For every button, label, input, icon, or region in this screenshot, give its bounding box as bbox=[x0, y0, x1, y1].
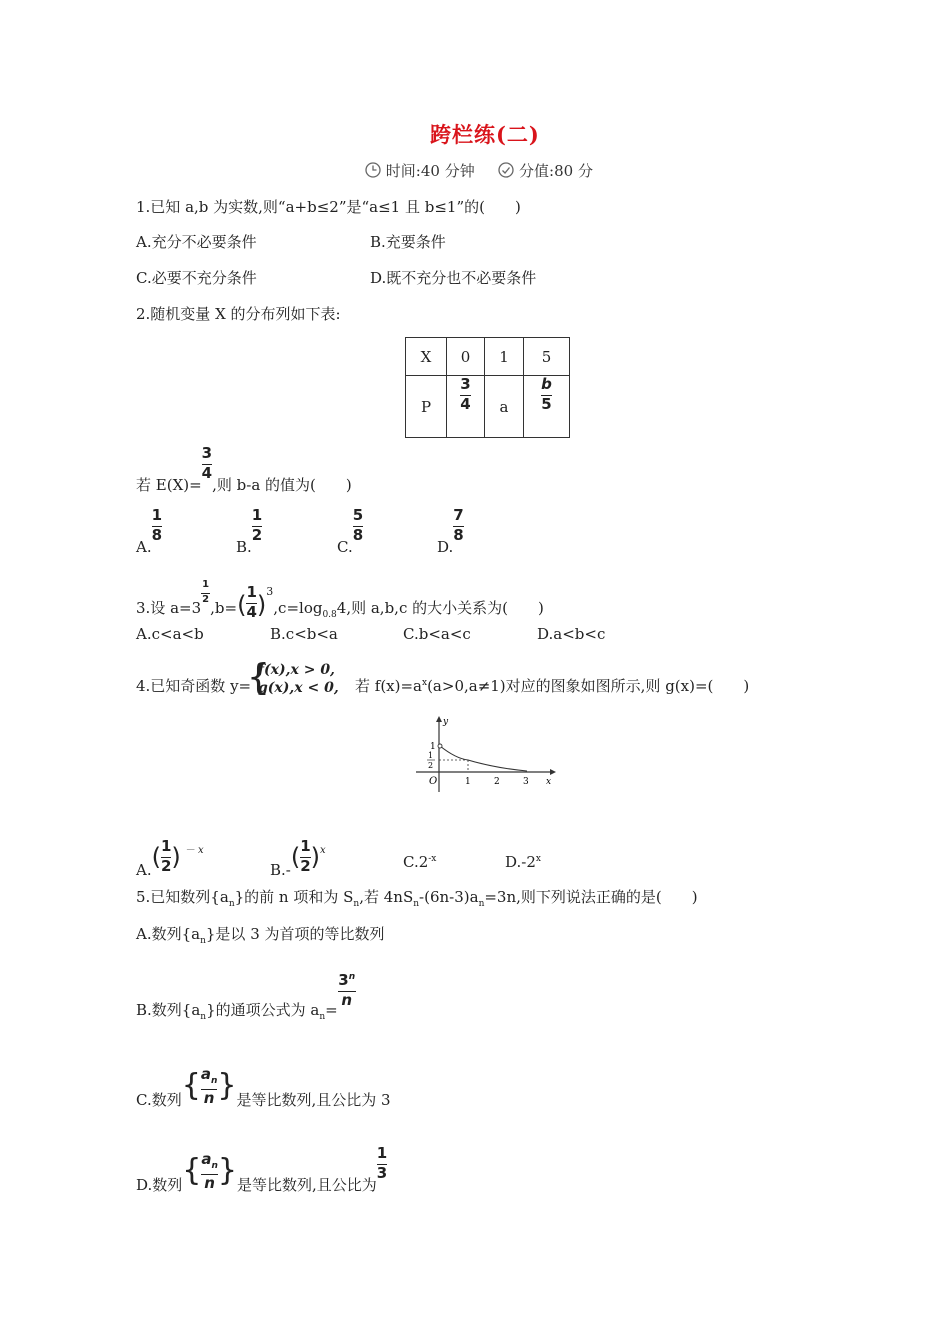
x-tick-3: 3 bbox=[523, 777, 529, 787]
q1-option-c[interactable]: C.必要不充分条件 bbox=[136, 269, 257, 287]
meta-row bbox=[365, 162, 593, 179]
table-header-x: X bbox=[406, 338, 447, 376]
exponential-graph bbox=[410, 714, 560, 794]
table-header-p: P bbox=[406, 376, 447, 438]
fraction: $\frac{1}{2}$ bbox=[251, 506, 263, 544]
y-tick-half-den: 2 bbox=[428, 761, 434, 770]
piecewise-brace: { bbox=[247, 657, 270, 698]
fraction: $\frac{3^n}{n}$ bbox=[338, 971, 356, 1009]
fraction: $\frac{3}{4}$ bbox=[460, 374, 471, 413]
y-axis-arrow bbox=[436, 716, 442, 722]
fraction: $\frac{a_n}{n}$ bbox=[201, 1150, 218, 1192]
q2-option-a[interactable]: A. $\frac{1}{8}$ bbox=[136, 506, 163, 556]
y-tick-half-num: 1 bbox=[428, 751, 434, 760]
q4-option-a[interactable]: A.( $\frac{1}{2}$ ) $^{- x}$ bbox=[136, 837, 204, 879]
table-cell bbox=[524, 376, 570, 438]
open-point bbox=[438, 744, 442, 748]
q5-option-c[interactable]: C.数列{ $\frac{a_n}{n}$ }是等比数列,且公比为 3 bbox=[136, 1065, 391, 1109]
q4-condition: 若 $f(x)=a^x(a>0,a\ne 1)$对应的图象如图所示,则 g(x)=( ) bbox=[355, 677, 750, 695]
table-cell bbox=[447, 376, 485, 438]
x-tick-1: 1 bbox=[465, 777, 471, 787]
q3-option-a[interactable]: A.c<a<b bbox=[136, 625, 204, 643]
fraction: $\frac{b}{5}$ bbox=[541, 374, 552, 413]
fraction: $\frac{1}{2}$ bbox=[202, 579, 210, 605]
time-label: 时间:40 分钟 bbox=[385, 162, 475, 180]
q4-stem: 4.已知奇函数 y= bbox=[136, 677, 252, 695]
fraction: $\frac{a_n}{n}$ bbox=[200, 1065, 218, 1107]
q1-option-b[interactable]: B.充要条件 bbox=[370, 233, 446, 251]
fraction: $\frac{1}{4}$ bbox=[246, 583, 257, 621]
q2-condition: 若 E(X)= $\frac{3}{4}$ ,则 b-a 的值为( ) bbox=[136, 444, 352, 494]
q3-option-c[interactable]: C.b<a<c bbox=[403, 625, 471, 643]
q5-stem: 5.已知数列$\{a_n\}$的前 n 项和为 $S_n$,若 $4nS_n-(6n-3)a_n=3n$,则下列说法正确的是( ) bbox=[136, 888, 698, 909]
y-tick-1: 1 bbox=[430, 742, 436, 752]
x-tick-2: 2 bbox=[494, 777, 500, 787]
q2-option-c[interactable]: C. $\frac{5}{8}$ bbox=[337, 506, 364, 556]
table-cell: 1 bbox=[485, 338, 524, 376]
q2-option-b[interactable]: B. $\frac{1}{2}$ bbox=[236, 506, 263, 556]
fraction: $\frac{1}{2}$ bbox=[160, 837, 172, 875]
q3-stem: 3.设 a=3 $\frac{1}{2}$ ,b=( $\frac{1}{4}$ )$^3,c=\log_{0.8}4$,则 a,b,c 的大小关系为( ) bbox=[136, 579, 544, 621]
curve-line bbox=[440, 746, 527, 771]
page-title: 跨栏练(二) bbox=[430, 122, 540, 147]
q4-option-c[interactable]: $C.2^{-x}$ bbox=[403, 853, 437, 871]
q1-option-d[interactable]: D.既不充分也不必要条件 bbox=[370, 269, 537, 287]
fraction: $\frac{1}{8}$ bbox=[151, 506, 163, 544]
x-axis-arrow bbox=[550, 769, 556, 775]
distribution-table bbox=[405, 337, 570, 438]
fraction: $\frac{5}{8}$ bbox=[352, 506, 364, 544]
q5-option-d[interactable]: D.数列{ $\frac{a_n}{n}$ }是等比数列,且公比为 $\frac{1}{3}$ bbox=[136, 1144, 388, 1194]
clock-icon bbox=[365, 162, 381, 178]
check-circle-icon bbox=[498, 162, 514, 178]
q1-option-a[interactable]: A.充分不必要条件 bbox=[136, 233, 257, 251]
table-cell: 0 bbox=[447, 338, 485, 376]
q1-stem: 1.已知 a,b 为实数,则“a+b≤2”是“a≤1 且 b≤1”的( ) bbox=[136, 198, 521, 216]
q2-option-d[interactable]: D. $\frac{7}{8}$ bbox=[437, 506, 464, 556]
fraction: $\frac{1}{2}$ bbox=[300, 837, 311, 875]
fraction: $\frac{1}{3}$ bbox=[376, 1144, 388, 1182]
q4-option-d[interactable]: D.-2$^x$ bbox=[505, 853, 541, 871]
q5-option-a[interactable]: A.数列$\{a_n\}$是以 3 为首项的等比数列 bbox=[136, 925, 385, 946]
y-axis-label: y bbox=[443, 717, 449, 727]
origin-label: O bbox=[429, 776, 438, 787]
x-axis-label: x bbox=[546, 777, 552, 787]
fraction: $\frac{3}{4}$ bbox=[201, 444, 213, 482]
q2-stem: 2.随机变量 X 的分布列如下表: bbox=[136, 305, 341, 323]
table-cell: 5 bbox=[524, 338, 570, 376]
fraction: $\frac{7}{8}$ bbox=[453, 506, 464, 544]
q3-option-b[interactable]: B.c<b<a bbox=[270, 625, 338, 643]
score-label: 分值:80 分 bbox=[519, 162, 593, 180]
q3-option-d[interactable]: D.a<b<c bbox=[537, 625, 606, 643]
q5-option-b[interactable]: B.数列$\{a_n\}$的通项公式为 $a_n=$ $\frac{3^n}{n}$ bbox=[136, 971, 356, 1022]
q4-option-b[interactable]: B.-( $\frac{1}{2}$ )$^x$ bbox=[270, 837, 326, 879]
piecewise-cases: f(x),x > 0, g(x),x < 0, bbox=[258, 662, 339, 696]
table-cell: a bbox=[485, 376, 524, 438]
